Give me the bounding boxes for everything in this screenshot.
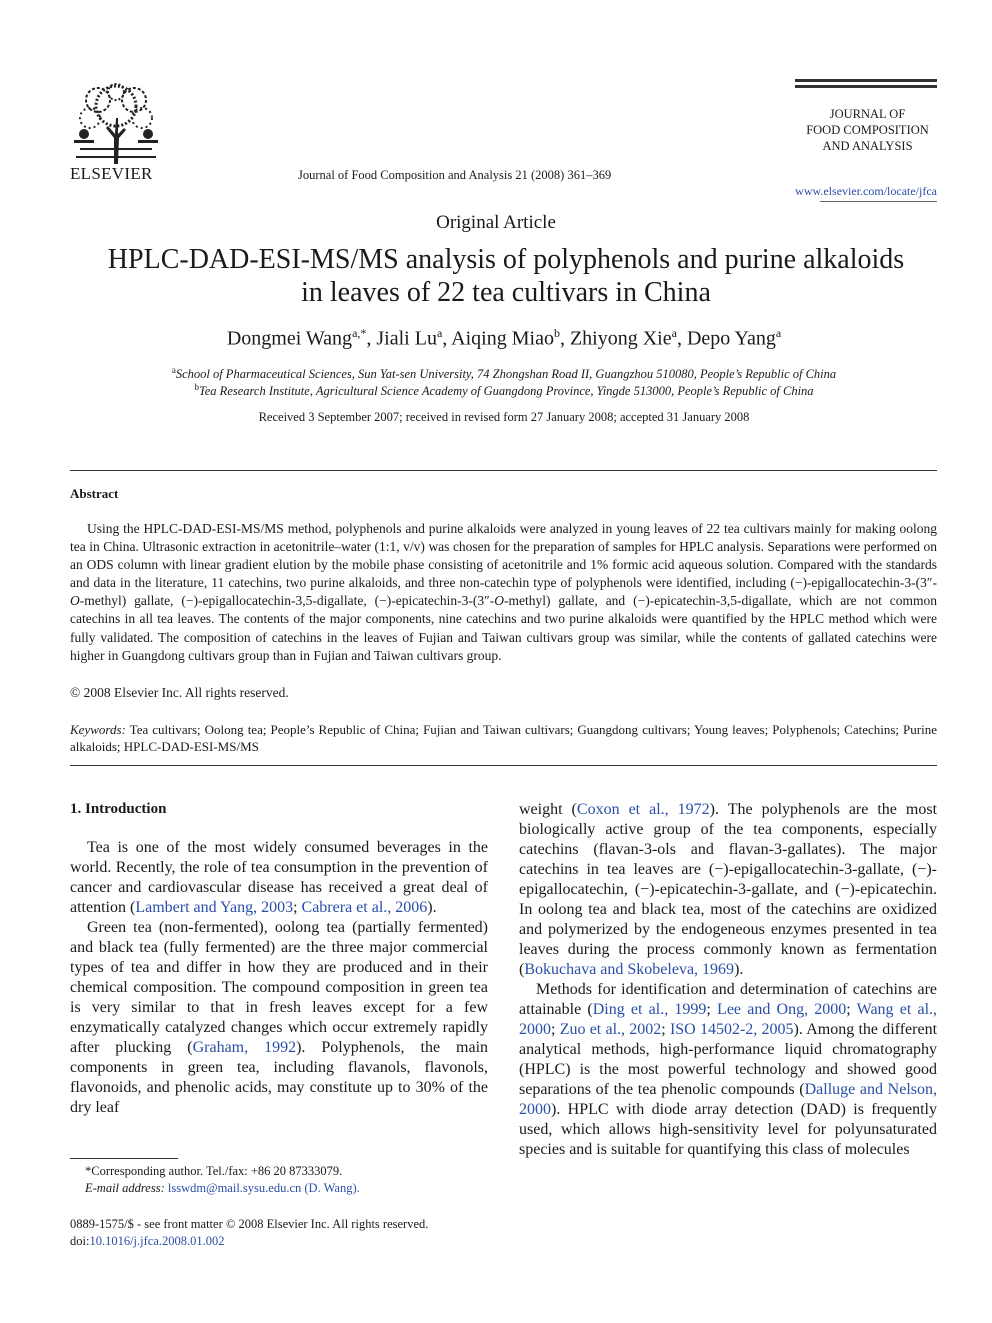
- corresponding-author-note: *Corresponding author. Tel./fax: +86 20 87333079.: [85, 1164, 343, 1178]
- body-text: Tea is one of the most widely consumed beverages in the world. Recently, the role of tea consumption in the prevention of cancer and cardiovascular disease has received a great deal of attention (: [70, 839, 488, 916]
- journal-header-rules: [795, 79, 937, 91]
- body-text: ;: [551, 1021, 560, 1038]
- affil-text: Tea Research Institute, Agricultural Science Academy of Guangdong Province, Yingde 513000, People’s Republic of China: [198, 384, 814, 399]
- right-column: [519, 800, 937, 1160]
- url-underline-rule: [820, 201, 937, 202]
- body-text: ). The polyphenols are the most biologically active group of the tea components, especially catechins (flavan-3-ols and flavan-3-gallates). The major catechins in tea leaves are (−)-epigallocatechin-3-gallate, (−)-epigallocatechin, (−)-epicatechin-3-gallate, and (−)-epicatechin. In oolong tea and black tea, most of the catechins are oxidized and polymerized by the endogeneous enzymes presented in tea leaves during the process commonly known as fermentation (: [519, 801, 938, 978]
- abstract-heading: Abstract: [70, 486, 119, 501]
- section-heading-introduction: 1. Introduction: [70, 801, 167, 817]
- affil-sup: a: [171, 365, 176, 375]
- abstract-paragraph: [70, 520, 937, 665]
- body-text: ;: [293, 899, 302, 916]
- abstract-text: -methyl) gallate, and (−)-epicatechin-3,5-digallate, which are not common catechins in all tea leaves. The contents of the major components, nine catechins and two purine alkaloids were quantified by the HPLC method which were fully validated. The composition of catechins in the leaves of Fujian and Taiwan cultivars group was similar, while the contents of gallated catechins were higher in Guangdong cultivars group than in Fujian and Taiwan cultivars group.: [70, 593, 937, 663]
- abstract-italic: O: [70, 593, 80, 609]
- ref-link[interactable]: Dalluge and Nelson, 2000: [519, 1081, 937, 1118]
- journal-name-line: AND ANALYSIS: [822, 139, 913, 153]
- keywords-text: Tea cultivars; Oolong tea; People’s Republic of China; Fujian and Taiwan cultivars; Guangdong cultivars; Young leaves; Polyphenols; Catechins; Purine alkaloids; HPLC-DAD-ESI-MS/MS: [70, 722, 938, 754]
- article-title: [40, 243, 972, 309]
- body-text: ). Polyphenols, the main components in green tea, including flavanols, flavonols, flavonoids, and phenolic acids, may constitute up to 30% of the dry leaf: [70, 1039, 489, 1116]
- author-separator: ,: [442, 327, 452, 350]
- keywords-label: Keywords:: [70, 722, 126, 737]
- affil-sup: b: [194, 382, 199, 392]
- body-text: ). HPLC with diode array detection (DAD) is frequently used, which allows high-sensitivity level for polyunsaturated species and is suitable for quantifying this class of molecules: [519, 1101, 937, 1158]
- ref-link[interactable]: Lee and Ong, 2000: [717, 1001, 847, 1018]
- abstract-body: [70, 520, 937, 665]
- ref-link[interactable]: ISO 14502-2, 2005: [669, 1021, 794, 1038]
- footnotes: [70, 1163, 488, 1197]
- affiliation-a: [0, 365, 992, 382]
- author-separator: ,: [366, 327, 377, 350]
- title-line: HPLC-DAD-ESI-MS/MS analysis of polyphenols and purine alkaloids: [107, 244, 905, 275]
- left-column: [70, 800, 488, 1118]
- article-type: Original Article: [436, 212, 556, 233]
- ref-link[interactable]: Cabrera et al., 2006: [301, 899, 428, 916]
- author-name[interactable]: Aiqing Miao: [451, 327, 554, 350]
- title-line: in leaves of 22 tea cultivars in China: [301, 277, 711, 308]
- body-paragraph: [70, 838, 488, 918]
- doi-label: doi:: [70, 1234, 90, 1248]
- author-list: [0, 326, 992, 351]
- body-text: ;: [846, 1001, 857, 1018]
- body-paragraph: [519, 980, 937, 1160]
- body-text: weight (: [519, 801, 577, 818]
- author-affil-sup: a,*: [352, 326, 367, 340]
- body-text: Methods for identification and determination of catechins are attainable (: [519, 981, 937, 1018]
- abstract-text: -methyl) gallate, (−)-epigallocatechin-3,5-digallate, (−)-epicatechin-3-(3″-: [79, 593, 495, 609]
- journal-name-line: JOURNAL OF: [829, 107, 906, 121]
- front-matter: [70, 1216, 428, 1250]
- journal-name: [790, 106, 945, 154]
- body-text: ).: [734, 961, 744, 978]
- received-dates: Received 3 September 2007; received in revised form 27 January 2008; accepted 31 January 2008: [258, 410, 750, 424]
- author-affil-sup: a: [775, 326, 782, 340]
- email-note: [70, 1180, 488, 1197]
- journal-name-line: FOOD COMPOSITION: [806, 123, 929, 137]
- copyright-line: © 2008 Elsevier Inc. All rights reserved.: [70, 685, 289, 700]
- ref-link[interactable]: Ding et al., 1999: [592, 1001, 707, 1018]
- abstract-italic: O: [494, 593, 505, 609]
- ref-link[interactable]: Lambert and Yang, 2003: [135, 899, 294, 916]
- affiliation-b: [0, 382, 992, 399]
- affil-text: School of Pharmaceutical Sciences, Sun Yat-sen University, 74 Zhongshan Road II, Guangzhou 510080, People’s Republic of China: [175, 367, 837, 382]
- journal-citation: Journal of Food Composition and Analysis 21 (2008) 361–369: [298, 168, 612, 182]
- body-text: ;: [706, 1001, 718, 1018]
- doi-line: [70, 1233, 428, 1250]
- author-name[interactable]: Jiali Lu: [376, 327, 437, 350]
- author-separator: ,: [559, 327, 570, 350]
- body-text: ;: [661, 1021, 670, 1038]
- body-text: ).: [427, 899, 437, 916]
- issn-line: 0889-1575/$ - see front matter © 2008 Elsevier Inc. All rights reserved.: [70, 1217, 429, 1231]
- keywords: [70, 722, 937, 755]
- ref-link[interactable]: Zuo et al., 2002: [559, 1021, 662, 1038]
- author-affil-sup: a: [671, 326, 677, 340]
- author-name[interactable]: Dongmei Wang: [226, 327, 353, 350]
- body-paragraph: [70, 918, 488, 1118]
- ref-link[interactable]: Coxon et al., 1972: [576, 801, 710, 818]
- divider-rule: [70, 765, 937, 766]
- ref-link[interactable]: Wang et al., 2000: [519, 1001, 938, 1038]
- footnote-rule: [70, 1158, 178, 1159]
- body-paragraph: [519, 800, 937, 980]
- author-affil-sup: a: [436, 326, 443, 340]
- body-text: ). Among the different analytical methods, high-performance liquid chromatography (HPLC) is the most powerful technology and showed good separations of the tea phenolic compounds (: [519, 1021, 938, 1098]
- author-separator: ,: [676, 327, 687, 350]
- doi-link[interactable]: 10.1016/j.jfca.2008.01.002: [89, 1234, 225, 1248]
- email-link[interactable]: lsswdm@mail.sysu.edu.cn (D. Wang).: [167, 1181, 360, 1195]
- email-label: E-mail address:: [85, 1181, 165, 1195]
- author-name[interactable]: Depo Yang: [686, 327, 776, 350]
- publisher-name: ELSEVIER: [70, 164, 153, 183]
- divider-rule: [70, 470, 937, 471]
- abstract-text: Using the HPLC-DAD-ESI-MS/MS method, polyphenols and purine alkaloids were analyzed in young leaves of 22 tea cultivars mainly for making oolong tea in China. Ultrasonic extraction in acetonitrile–water (1:1, v/v) was chosen for the preparation of samples for HPLC analysis. Separations were performed on an ODS column with linear gradient elution by the mobile phase consisting of acetonitrile and 1% formic acid aqueous solution. Compared with the standards and data in the literature, 11 catechins, two purine alkaloids, and three non-catechin type of polyphenols were identified, including (−)-epigallocatechin-3-(3″-: [70, 521, 937, 591]
- ref-link[interactable]: Bokuchava and Skobeleva, 1969: [524, 961, 735, 978]
- journal-url-link[interactable]: www.elsevier.com/locate/jfca: [795, 184, 937, 198]
- body-text: Green tea (non-fermented), oolong tea (partially fermented) and black tea (fully fermented) are the three major commercial types of tea and differ in how they are produced and in their chemical composition. The compound composition in green tea is very similar to that in fresh leaves except for a few enzymatically catalyzed changes which occur extremely rapidly after plucking (: [70, 919, 488, 1056]
- author-name[interactable]: Zhiyong Xie: [569, 327, 672, 350]
- author-affil-sup: b: [553, 326, 560, 340]
- ref-link[interactable]: Graham, 1992: [192, 1039, 297, 1056]
